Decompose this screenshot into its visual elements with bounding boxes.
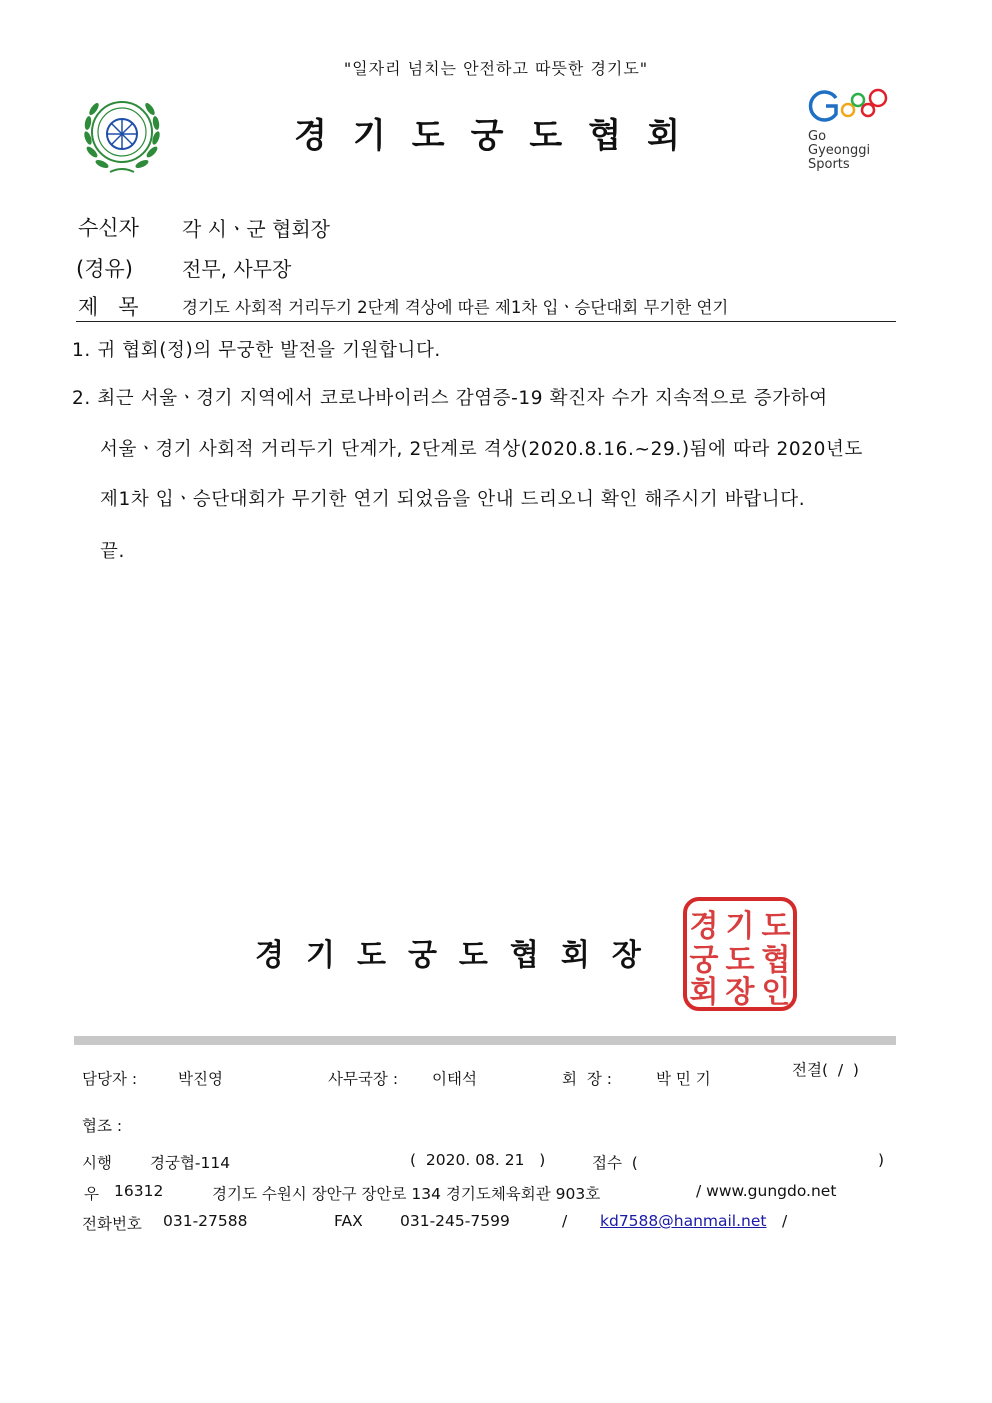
manager-name: 박진영	[178, 1070, 223, 1088]
body-paragraph-2-line-3: 제1차 입ㆍ승단대회가 무기한 연기 되었음을 안내 드리오니 확인 해주시기 바랍니다.	[100, 489, 806, 510]
logo-word-gyeonggi: Gyeonggi	[808, 143, 871, 158]
organization-title: 경기도궁도협회	[294, 116, 706, 156]
president-label: 회 장 :	[562, 1070, 612, 1088]
subject-label: 제 목	[78, 295, 139, 319]
recipient-value: 각 시ㆍ군 협회장	[182, 217, 330, 241]
website-link[interactable]: / www.gungdo.net	[696, 1182, 837, 1200]
body-paragraph-1: 1. 귀 협회(정)의 무궁한 발전을 기원합니다.	[72, 340, 441, 361]
svg-text:회: 회	[689, 975, 719, 1010]
svg-text:도: 도	[725, 943, 755, 978]
secretary-label: 사무국장 :	[328, 1070, 399, 1088]
svg-text:장: 장	[725, 975, 755, 1010]
recipient-label: 수신자	[78, 216, 139, 240]
body-paragraph-2-line-1: 2. 최근 서울ㆍ경기 지역에서 코로나바이러스 감염증-19 확진자 수가 지속적으로 증가하여	[72, 388, 828, 409]
separator-slash: /	[782, 1212, 788, 1230]
email-link[interactable]: kd7588@hanmail.net	[600, 1212, 767, 1230]
address: 경기도 수원시 장안구 장안로 134 경기도체육회관 903호	[212, 1185, 601, 1203]
svg-text:궁: 궁	[689, 943, 719, 978]
via-label: (경유)	[76, 257, 133, 281]
secretary-name: 이태석	[432, 1070, 477, 1088]
slogan: "일자리 넘치는 안전하고 따뜻한 경기도"	[343, 59, 649, 78]
header-divider	[76, 321, 896, 322]
receipt-label: 접수 (	[592, 1154, 638, 1172]
president-name: 박 민 기	[656, 1070, 711, 1088]
fax-number: 031-245-7599	[400, 1212, 510, 1230]
association-emblem-icon	[76, 88, 168, 180]
via-value: 전무, 사무장	[182, 257, 292, 281]
svg-text:인: 인	[761, 975, 791, 1010]
receipt-close: )	[878, 1151, 885, 1169]
svg-text:도: 도	[761, 909, 791, 944]
postal-label: 우	[84, 1185, 99, 1203]
go-gyeonggi-sports-logo-icon	[806, 84, 890, 176]
svg-text:기: 기	[725, 909, 755, 944]
decision-note: 전결( / )	[792, 1061, 859, 1079]
body-end-mark: 끝.	[100, 541, 125, 562]
enforcement-number: 경궁협-114	[150, 1154, 231, 1172]
logo-word-sports: Sports	[808, 157, 850, 172]
enforcement-label: 시행	[82, 1154, 112, 1172]
manager-label: 담당자 :	[82, 1070, 138, 1088]
logo-word-go: Go	[808, 129, 827, 144]
cooperation-label: 협조 :	[82, 1117, 123, 1135]
postal-code: 16312	[114, 1182, 164, 1200]
phone-number: 031-27588	[163, 1212, 248, 1230]
subject-value: 경기도 사회적 거리두기 2단계 격상에 따른 제1차 입ㆍ승단대회 무기한 연기	[182, 298, 729, 317]
signature-title: 경기도궁도협회장	[255, 938, 663, 973]
footer-divider-bar	[74, 1036, 896, 1045]
body-paragraph-2-line-2: 서울ㆍ경기 사회적 거리두기 단계가, 2단계로 격상(2020.8.16.~29.)됨에 따라 2020년도	[100, 439, 863, 460]
official-seal-icon	[682, 896, 798, 1012]
enforcement-date: ( 2020. 08. 21 )	[410, 1151, 546, 1169]
svg-text:협: 협	[761, 943, 791, 978]
fax-label: FAX	[334, 1212, 363, 1230]
phone-label: 전화번호	[82, 1215, 142, 1233]
svg-text:경: 경	[689, 909, 719, 944]
separator-slash: /	[562, 1212, 568, 1230]
